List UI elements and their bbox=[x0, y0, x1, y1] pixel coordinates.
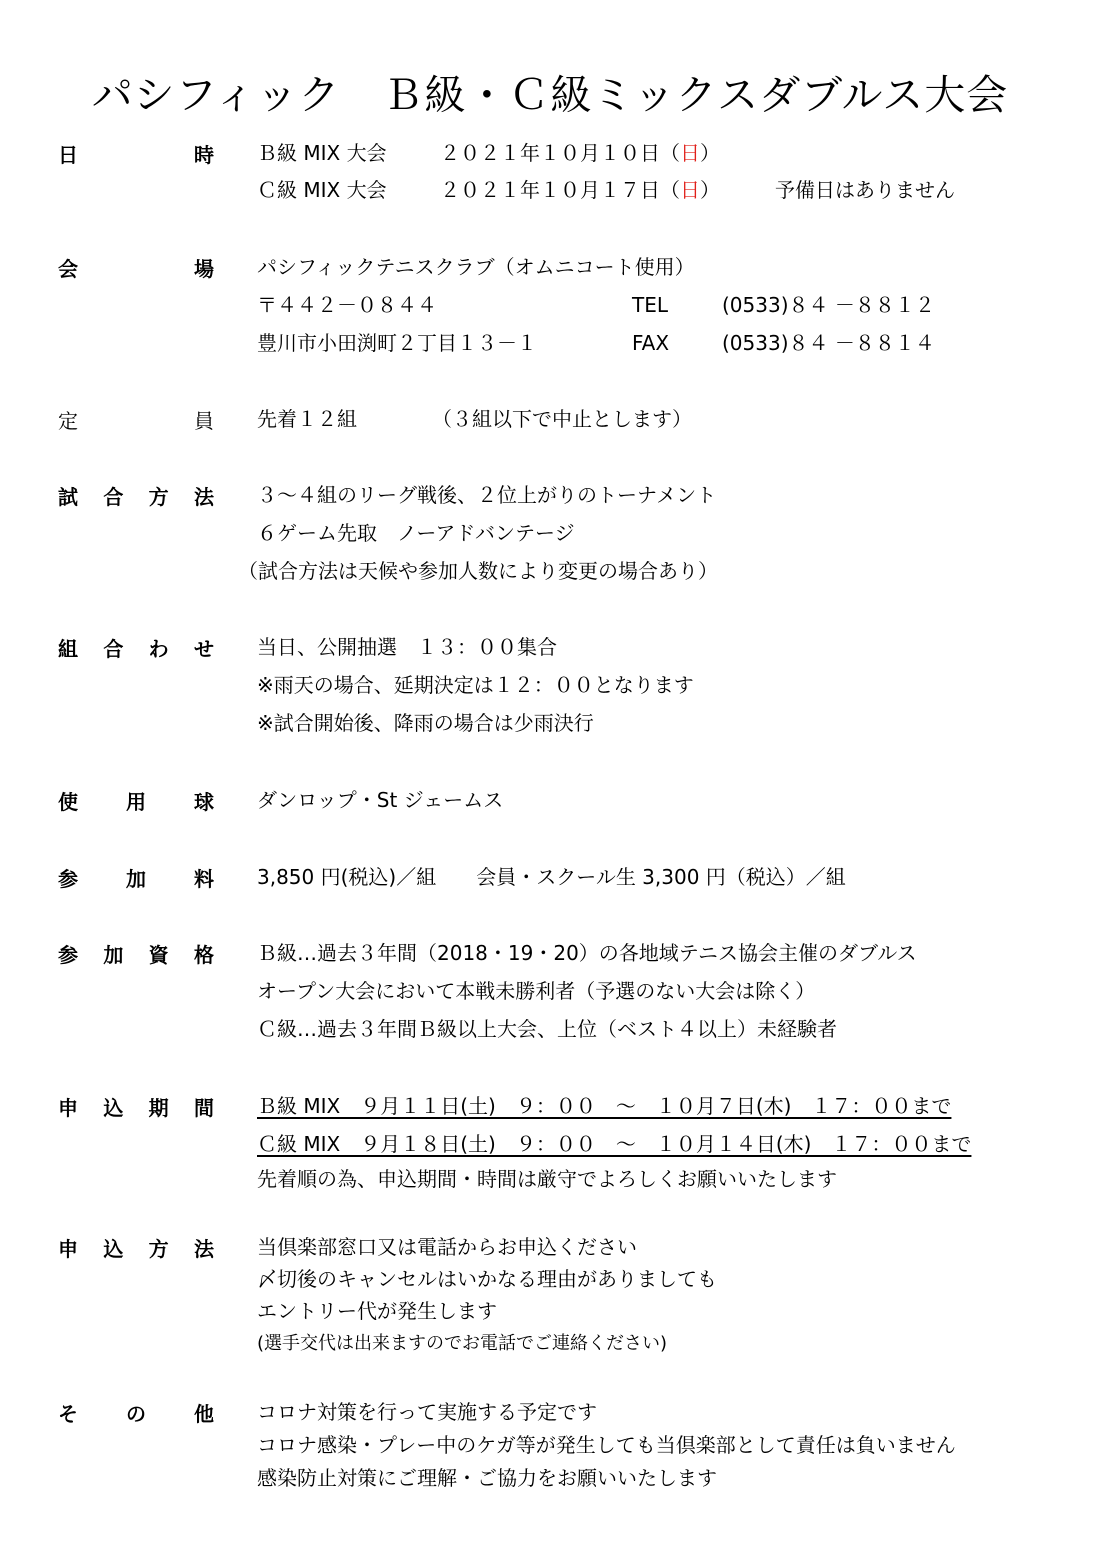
match-method-line-2: ６ゲーム先取 ノーアドバンテージ bbox=[257, 521, 575, 545]
section-label-match-method: 試 合 方 法 bbox=[58, 484, 214, 509]
pairing-line-1: 当日、公開抽選 １３：００集合 bbox=[257, 635, 557, 659]
no-reserve-day: 予備日はありません bbox=[775, 178, 955, 202]
other-line-2: コロナ感染・プレー中のケガ等が発生しても当倶楽部として責任は負いません bbox=[257, 1433, 956, 1457]
qualification-line-3: Ｃ級…過去３年間Ｂ級以上大会、上位（ベスト４以上）未経験者 bbox=[257, 1017, 837, 1041]
pairing-line-2: ※雨天の場合、延期決定は１２：００となります bbox=[257, 673, 694, 697]
capacity-value: 先着１２組 bbox=[257, 407, 357, 431]
qualification-line-2: オープン大会において本戦未勝利者（予選のない大会は除く） bbox=[257, 979, 816, 1003]
application-method-line-1: 当倶楽部窓口又は電話からお申込ください bbox=[257, 1235, 637, 1259]
c-event-day: 日 bbox=[680, 178, 700, 202]
section-label-application-period: 申 込 期 間 bbox=[58, 1095, 214, 1120]
fax-value: (0533)８４ －８８１４ bbox=[722, 331, 935, 355]
section-label-fee: 参 加 料 bbox=[58, 866, 214, 891]
other-line-1: コロナ対策を行って実施する予定です bbox=[257, 1400, 597, 1424]
venue-name: パシフィックテニスクラブ（オムニコート使用） bbox=[257, 255, 695, 279]
section-label-venue: 会 場 bbox=[58, 256, 214, 281]
ball-value: ダンロップ・St ジェームス bbox=[257, 788, 504, 812]
tel-label: TEL bbox=[632, 293, 668, 317]
application-method-line-3: エントリー代が発生します bbox=[257, 1299, 497, 1323]
other-line-3: 感染防止対策にご理解・ご協力をお願いいたします bbox=[257, 1466, 717, 1490]
b-event-name: Ｂ級 MIX 大会 bbox=[257, 141, 387, 165]
application-method-line-2: 〆切後のキャンセルはいかなる理由がありましても bbox=[257, 1267, 717, 1291]
section-label-ball: 使 用 球 bbox=[58, 789, 214, 814]
section-label-other: そ の 他 bbox=[58, 1401, 214, 1426]
match-method-line-3: （試合方法は天候や参加人数により変更の場合あり） bbox=[238, 559, 718, 583]
match-method-line-1: ３～４組のリーグ戦後、２位上がりのトーナメント bbox=[257, 483, 717, 507]
section-label-pairing: 組 合 わ せ bbox=[58, 636, 214, 661]
section-label-application-method: 申 込 方 法 bbox=[58, 1236, 214, 1261]
section-label-capacity: 定 員 bbox=[58, 408, 214, 433]
fee-value: 3,850 円(税込)／組 会員・スクール生 3,300 円（税込）／組 bbox=[257, 865, 846, 889]
venue-address: 豊川市小田渕町２丁目１３－１ bbox=[257, 331, 537, 355]
b-event-date: ２０２１年１０月１０日（日） bbox=[440, 141, 720, 165]
c-event-name: Ｃ級 MIX 大会 bbox=[257, 178, 387, 202]
tel-value: (0533)８４ －８８１２ bbox=[722, 293, 935, 317]
capacity-note: （３組以下で中止とします） bbox=[432, 407, 692, 431]
application-method-line-4: (選手交代は出来ますのでお電話でご連絡ください) bbox=[257, 1333, 668, 1354]
application-period-note: 先着順の為、申込期間・時間は厳守でよろしくお願いいたします bbox=[257, 1167, 837, 1191]
section-label-qualification: 参 加 資 格 bbox=[58, 942, 214, 967]
venue-postal: 〒４４２－０８４４ bbox=[257, 293, 437, 317]
application-period-b: Ｂ級 MIX ９月１１日(土) ９：００ ～ １０月７日(木) １７：００まで bbox=[257, 1094, 952, 1118]
fax-label: FAX bbox=[632, 331, 670, 355]
c-event-date: ２０２１年１０月１７日（日） bbox=[440, 178, 720, 202]
b-event-day: 日 bbox=[680, 141, 700, 165]
section-label-date: 日 時 bbox=[58, 142, 214, 167]
page-title: パシフィック Ｂ級・Ｃ級ミックスダブルス大会 bbox=[91, 71, 1009, 119]
qualification-line-1: Ｂ級…過去３年間（2018・19・20）の各地域テニス協会主催のダブルス bbox=[257, 941, 917, 965]
application-period-c: Ｃ級 MIX ９月１８日(土) ９：００ ～ １０月１４日(木) １７：００まで bbox=[257, 1132, 972, 1156]
pairing-line-3: ※試合開始後、降雨の場合は少雨決行 bbox=[257, 711, 594, 735]
